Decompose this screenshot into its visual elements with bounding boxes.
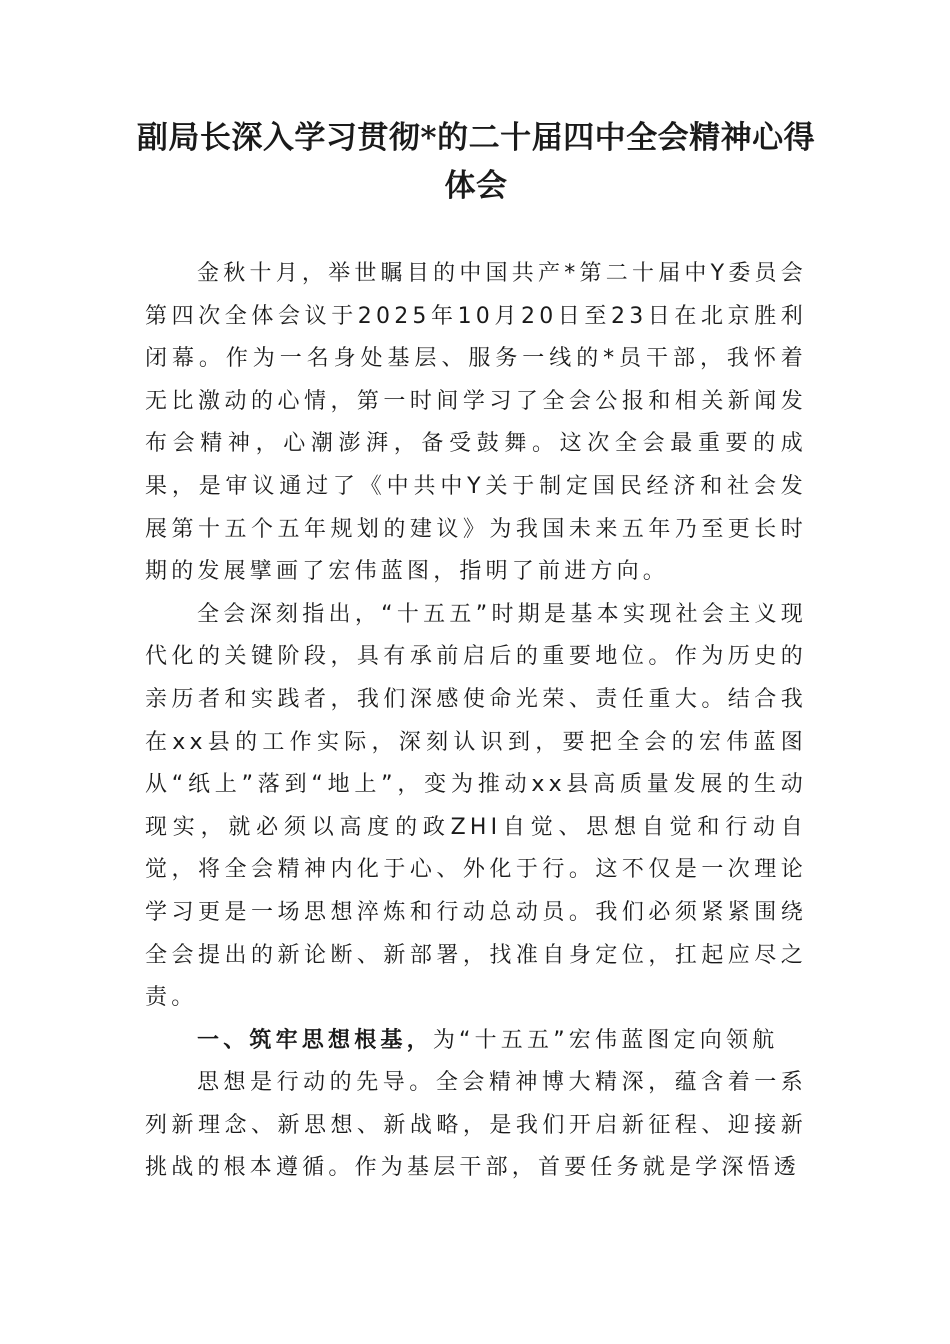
paragraph-3: 思想是行动的先导。全会精神博大精深，蕴含着一系列新理念、新思想、新战略，是我们开启新征程、迎接新挑战的根本遵循。作为基层干部，首要任务就是学深悟透 <box>145 1070 807 1181</box>
document-title: 副局长深入学习贯彻*的二十届四中全会精神心得体会 <box>136 120 816 204</box>
section-heading-1 <box>145 1020 807 1063</box>
paragraph-1: 金秋十月，举世瞩目的中国共产*第二十届中Y委员会第四次全体会议于2025年10月20日至23日在北京胜利闭幕。作为一名身处基层、服务一线的*员干部，我怀着无比激动的心情，第一时间学习了全会公报和相关新闻发布会精神，心潮澎湃，备受鼓舞。这次全会最重要的成果，是审议通过了《中共中Y关于制定国民经济和社会发展第十五个五年规划的建议》为我国未来五年乃至更长时期的发展擘画了宏伟蓝图，指明了前进方向。 <box>145 261 807 585</box>
document-body <box>145 253 807 1190</box>
section-heading-rest: 为“十五五”宏伟蓝图定向领航 <box>432 1027 779 1053</box>
paragraph-2: 全会深刻指出，“十五五”时期是基本实现社会主义现代化的关键阶段，具有承前启后的重要地位。作为历史的亲历者和实践者，我们深感使命光荣、责任重大。结合我在xx县的工作实际，深刻认识到，要把全会的宏伟蓝图从“纸上”落到“地上”，变为推动xx县高质量发展的生动现实，就必须以高度的政ZHI自觉、思想自觉和行动自觉，将全会精神内化于心、外化于行。这不仅是一次理论学习更是一场思想淬炼和行动总动员。我们必须紧紧围绕全会提出的新论断、新部署，找准自身定位，扛起应尽之责。 <box>145 601 807 1011</box>
section-heading-bold: 一、筑牢思想根基， <box>197 1027 433 1053</box>
